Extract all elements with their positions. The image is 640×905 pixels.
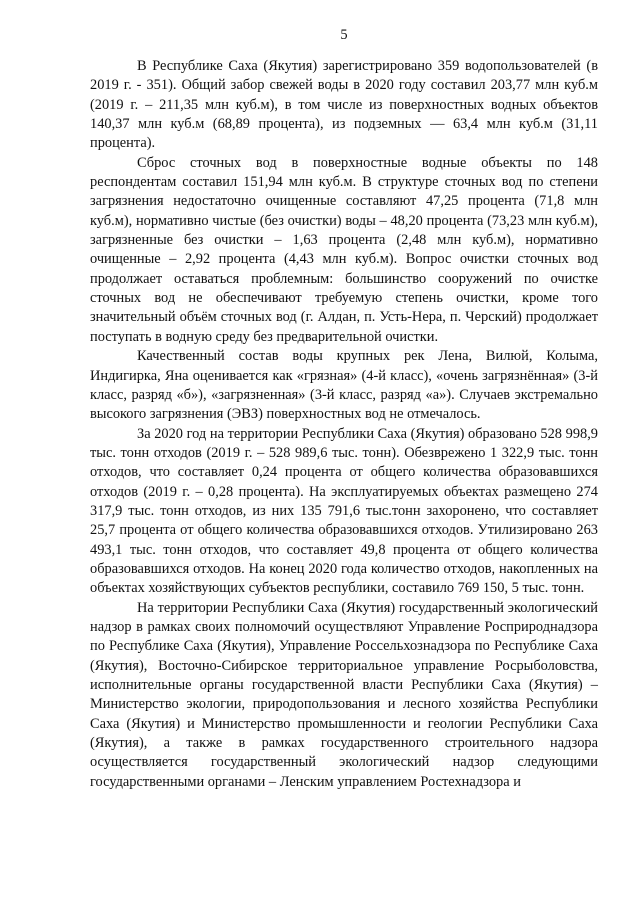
paragraph-wastewater: Сброс сточных вод в поверхностные водные объекты по 148 респондентам составил 151,94 млн куб.м. В структуре сточных вод по степени загрязнения недостаточно очищенные составляют 47,25 процента (71,8 млн куб.м), нормативно чистые (без очистки) воды – 48,20 процента (73,23 млн куб.м), загрязненные без очистки – 1,63 процента (2,48 млн куб.м), нормативно очищенные – 2,92 процента (4,43 млн куб.м). Вопрос очистки сточных вод продолжает оставаться проблемным: большинство сооружений по очистке сточных вод не обеспечивают требуемую степень очистки, кроме того значительный объём сточных вод (г. Алдан, п. Усть-Нера, п. Черский) продолжает поступать в водную среду без предварительной очистки.	[90, 154, 598, 345]
paragraph-supervision: На территории Республики Саха (Якутия) государственный экологический надзор в рамках своих полномочий осуществляют Управление Росприроднадзора по Республике Саха (Якутия), Управление Россельхознадзора по Республике Саха (Якутия), Восточно-Сибирское территориальное управление Росрыболовства, исполнительные органы государственной власти Республики Саха (Якутия) – Министерство экологии, природопользования и лесного хозяйства Республики Саха (Якутия) и Министерство промышленности и геологии Республики Саха (Якутия), а также в рамках государственного строительного надзора осуществляется государственный экологический надзор следующими государственными органами – Ленским управлением Ростехнадзора и	[90, 599, 598, 790]
page-number: 5	[340, 27, 348, 43]
paragraph-water-use: В Республике Саха (Якутия) зарегистрировано 359 водопользователей (в 2019 г. - 351). Общий забор свежей воды в 2020 году составил 203,77 млн куб.м (2019 г. – 211,35 млн куб.м), в том числе из поверхностных водных объектов 140,37 млн куб.м (68,89 процента), из подземных — 63,4 млн куб.м (31,11 процента).	[90, 58, 598, 152]
paragraph-river-quality: Качественный состав воды крупных рек Лена, Вилюй, Колыма, Индигирка, Яна оценивается как «грязная» (4-й класс), «очень загрязнённая» (3-й класс, разряд «б»), «загрязненная» (3-й класс, разряд «а»). Случаев экстремально высокого загрязнения (ЭВЗ) поверхностных вод не отмечалось.	[90, 348, 598, 423]
paragraph-waste: За 2020 год на территории Республики Саха (Якутия) образовано 528 998,9 тыс. тонн отходов (2019 г. – 528 989,6 тыс. тонн). Обезврежено 1 322,9 тыс. тонн отходов, что составляет 0,24 процента от общего количества образовавшихся отходов (2019 г. – 0,28 процента). На эксплуатируемых объектах размещено 274 317,9 тыс. тонн отходов, из них 135 791,6 тыс.тонн захоронено, что составляет 25,7 процента от общего количества образовавшихся отходов. Утилизировано 263 493,1 тыс. тонн отходов, что составляет 49,8 процента от общего количества образовавшихся отходов. На конец 2020 года количество отходов, накопленных на объектах хозяйствующих субъектов республики, составило 769 150, 5 тыс. тонн.	[90, 425, 598, 597]
